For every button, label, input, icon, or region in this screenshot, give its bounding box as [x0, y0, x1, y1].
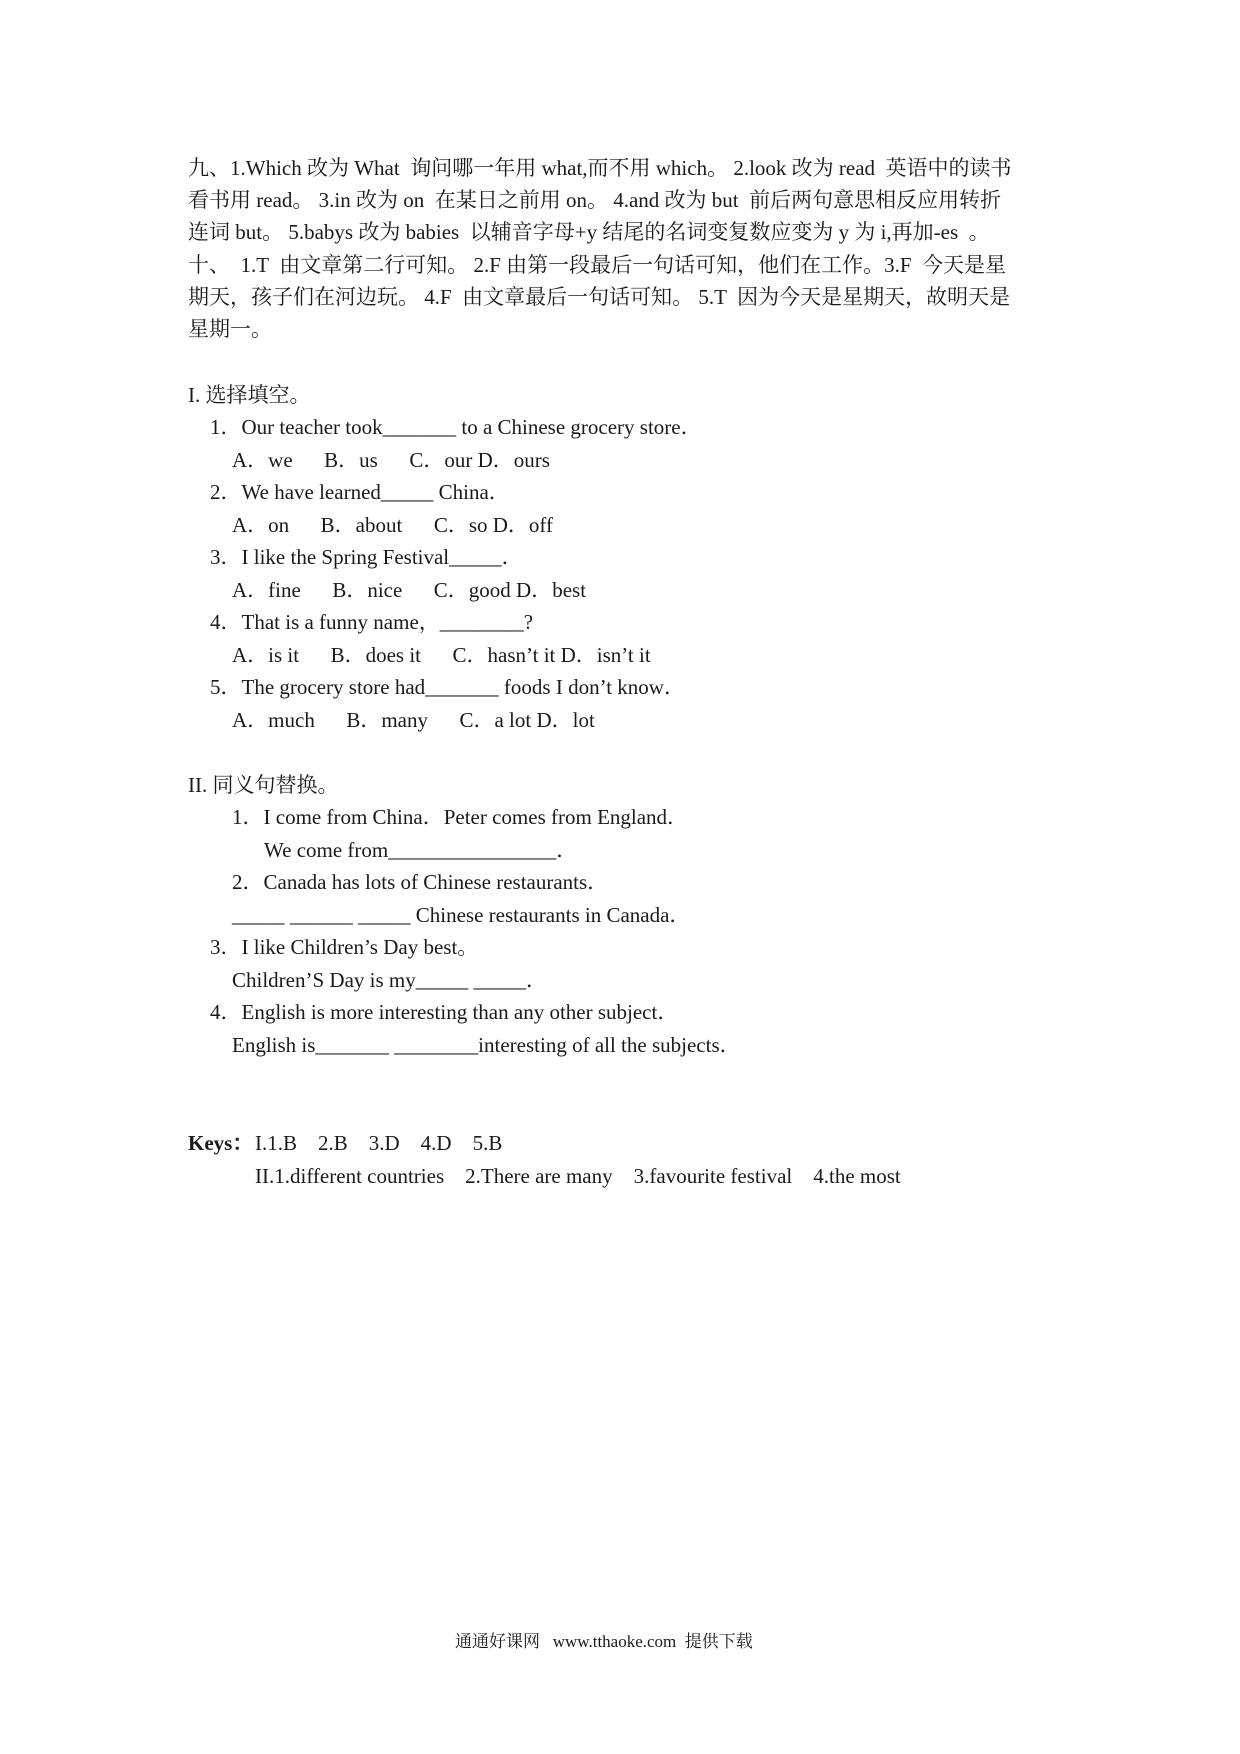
question-3-stem: 3．I like the Spring Festival_____． — [210, 545, 523, 569]
rewrite-1-target: We come from________________． — [264, 838, 578, 862]
question-2-stem: 2．We have learned_____ China． — [210, 480, 510, 504]
rewrite-4-target: English is_______ ________interesting of all the subjects． — [232, 1033, 741, 1057]
rewrite-2-original: 2．Canada has lots of Chinese restaurants． — [232, 870, 609, 894]
rewrite-4-original: 4．English is more interesting than any other subject． — [210, 1000, 679, 1024]
question-4-options: A．is it B．does it C．hasn’t it D．isn’t it — [232, 643, 651, 667]
question-1-stem: 1．Our teacher took_______ to a Chinese grocery store． — [210, 415, 702, 439]
rewrite-3-target: Children’S Day is my_____ _____． — [232, 968, 547, 992]
answer-nine-line-3: 连词 but。 5.babys 改为 babies 以辅音字母+y 结尾的名词变复数应变为 y 为 i,再加-es 。 — [188, 220, 990, 244]
question-5-stem: 5．The grocery store had_______ foods I don’t know． — [210, 675, 685, 699]
rewrite-2-target: _____ ______ _____ Chinese restaurants in Canada． — [232, 903, 691, 927]
keys-line-2: II.1.different countries 2.There are many 3.favourite festival 4.the most — [255, 1164, 901, 1188]
section-2-heading: II. 同义句替换。 — [188, 773, 339, 797]
rewrite-3-original: 3．I like Children’s Day best。 — [210, 935, 479, 959]
answer-ten-line-2: 期天，孩子们在河边玩。 4.F 由文章最后一句话可知。 5.T 因为今天是星期天，故明天是 — [188, 285, 1011, 309]
answer-nine-line-2: 看书用 read。 3.in 改为 on 在某日之前用 on。 4.and 改为 but 前后两句意思相反应用转折 — [188, 188, 1002, 212]
question-1-options: A．we B．us C．our D．ours — [232, 448, 550, 472]
footer-text: 通通好课网 www.tthaoke.com 提供下载 — [455, 1632, 753, 1651]
answer-ten-line-3: 星期一。 — [188, 317, 272, 341]
answer-ten-line-1: 十、 1.T 由文章第二行可知。 2.F 由第一段最后一句话可知，他们在工作。3.F 今天是星 — [188, 253, 1007, 277]
question-5-options: A．much B．many C．a lot D．lot — [232, 708, 595, 732]
question-3-options: A．fine B．nice C．good D．best — [232, 578, 587, 602]
section-1-heading: I. 选择填空。 — [188, 383, 311, 407]
keys-label: Keys： — [188, 1131, 254, 1155]
question-2-options: A．on B．about C．so D．off — [232, 513, 554, 537]
question-4-stem: 4．That is a funny name，________? — [210, 610, 534, 634]
keys-line-1: I.1.B 2.B 3.D 4.D 5.B — [255, 1131, 503, 1155]
answer-nine-line-1: 九、1.Which 改为 What 询问哪一年用 what,而不用 which。 2.look 改为 read 英语中的读书 — [188, 156, 1012, 180]
rewrite-1-original: 1．I come from China．Peter comes from England． — [232, 805, 689, 829]
